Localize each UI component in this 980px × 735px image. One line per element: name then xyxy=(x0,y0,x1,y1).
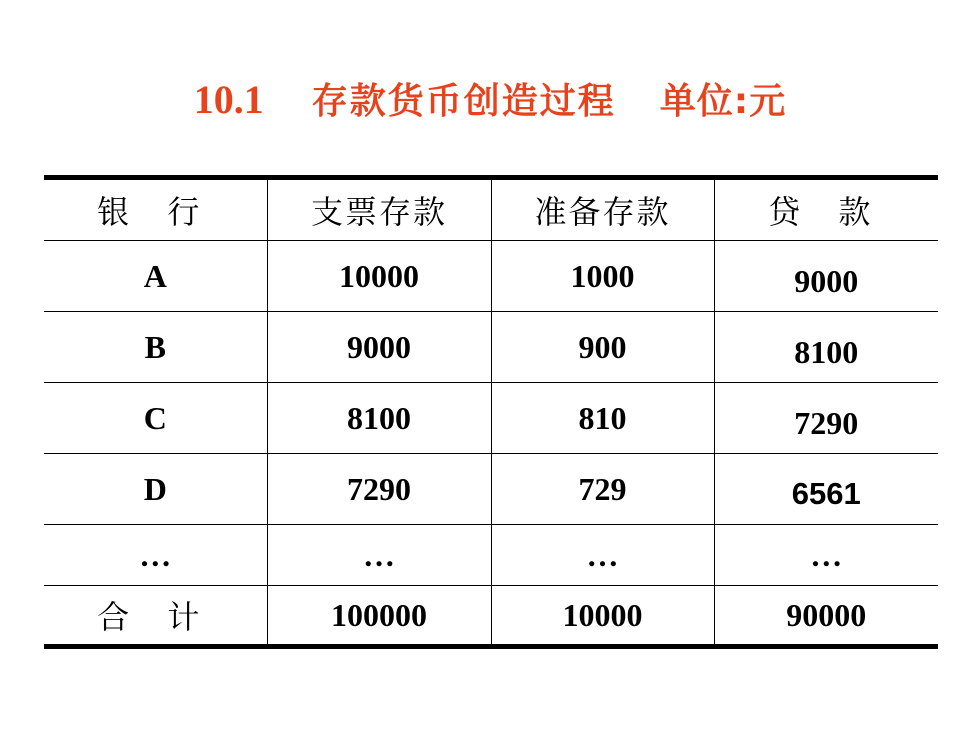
total-label: 合 计 xyxy=(44,586,267,647)
cell-reserve: 810 xyxy=(491,383,714,454)
title-number: 10.1 xyxy=(193,77,264,122)
cell-reserve: 900 xyxy=(491,312,714,383)
cell-bank: … xyxy=(44,525,267,586)
table-total-row xyxy=(44,586,938,647)
header-checking-deposits: 支票存款 xyxy=(267,178,491,241)
cell-checking: … xyxy=(267,525,491,586)
header-reserve-deposits: 准备存款 xyxy=(491,178,714,241)
cell-loan: 7290 xyxy=(714,383,938,454)
header-loans: 贷 款 xyxy=(714,178,938,241)
header-bank: 银 行 xyxy=(44,178,267,241)
cell-checking: 8100 xyxy=(267,383,491,454)
cell-reserve: 729 xyxy=(491,454,714,525)
cell-bank: D xyxy=(44,454,267,525)
cell-loan: 9000 xyxy=(714,241,938,312)
deposit-creation-table xyxy=(44,175,938,649)
cell-loan: … xyxy=(714,525,938,586)
table-header-row xyxy=(44,178,938,241)
table-row xyxy=(44,241,938,312)
cell-checking: 10000 xyxy=(267,241,491,312)
cell-checking: 7290 xyxy=(267,454,491,525)
slide-title xyxy=(0,72,980,130)
cell-reserve: … xyxy=(491,525,714,586)
cell-loan: 8100 xyxy=(714,312,938,383)
total-checking: 100000 xyxy=(267,586,491,647)
cell-reserve: 1000 xyxy=(491,241,714,312)
title-unit: 单位:元 xyxy=(659,81,787,122)
cell-checking: 9000 xyxy=(267,312,491,383)
table-row-ellipsis xyxy=(44,525,938,586)
cell-bank: C xyxy=(44,383,267,454)
total-loan: 90000 xyxy=(714,586,938,647)
table-row xyxy=(44,454,938,525)
table-row xyxy=(44,383,938,454)
total-reserve: 10000 xyxy=(491,586,714,647)
table-row xyxy=(44,312,938,383)
cell-bank: B xyxy=(44,312,267,383)
cell-bank: A xyxy=(44,241,267,312)
cell-loan: 6561 xyxy=(714,454,938,525)
title-text: 存款货币创造过程 xyxy=(311,81,616,122)
